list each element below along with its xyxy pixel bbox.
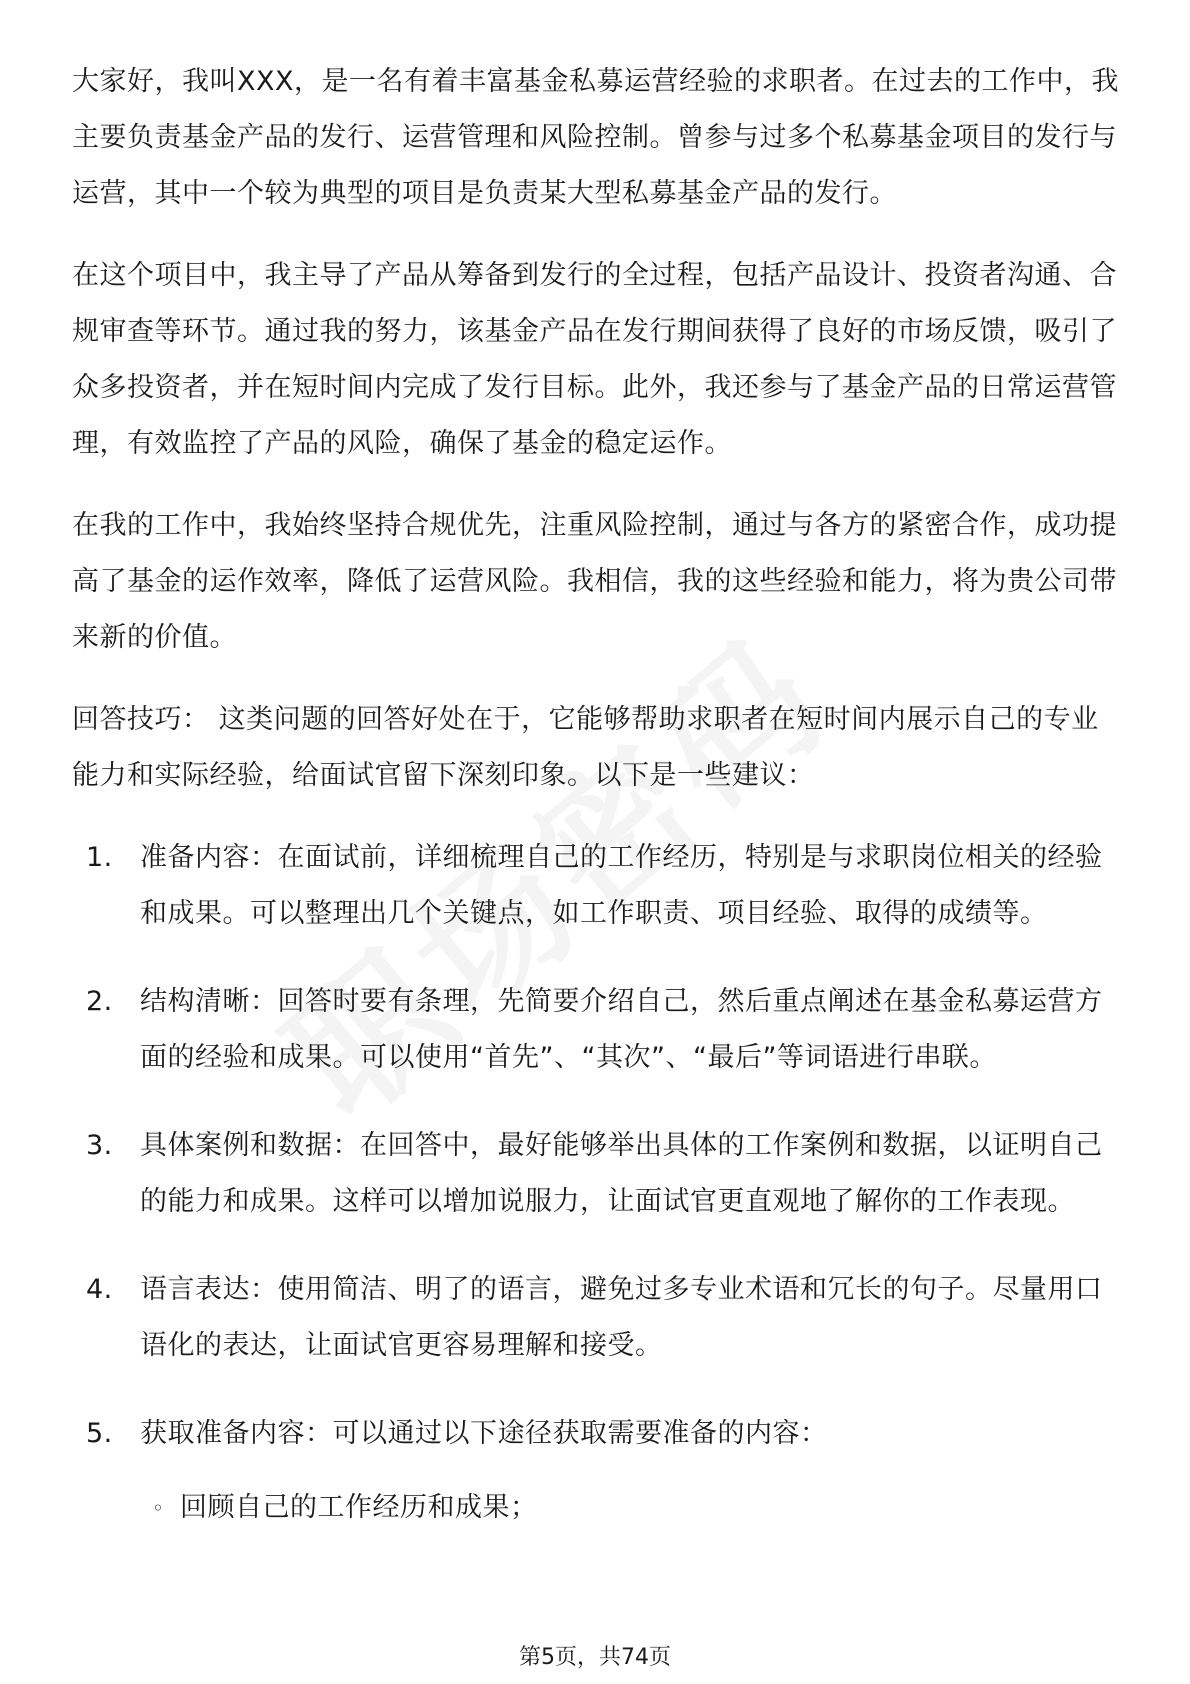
paragraph-intro: 大家好，我叫XXX，是一名有着丰富基金私募运营经验的求职者。在过去的工作中，我主要负责基金产品的发行、运营管理和风险控制。曾参与过多个私募基金项目的发行与运营，其中一个较为典型的项目是负责某大型私募基金产品的发行。 xyxy=(72,66,1119,209)
list-text: 获取准备内容：可以通过以下途径获取需要准备的内容： xyxy=(140,1418,828,1449)
list-text: 结构清晰：回答时要有条理，先简要介绍自己，然后重点阐述在基金私募运营方面的经验和成果。可以使用“首先”、“其次”、“最后”等词语进行串联。 xyxy=(140,986,1103,1073)
list-item xyxy=(72,1262,1122,1374)
list-text: 具体案例和数据：在回答中，最好能够举出具体的工作案例和数据，以证明自己的能力和成果。这样可以增加说服力，让面试官更直观地了解你的工作表现。 xyxy=(140,1130,1103,1217)
list-item xyxy=(72,1406,1122,1462)
sub-list-text: 回顾自己的工作经历和成果； xyxy=(180,1492,538,1523)
tips-list xyxy=(72,830,1122,1462)
list-text: 语言表达：使用简洁、明了的语言，避免过多专业术语和冗长的句子。尽量用口语化的表达，让面试官更容易理解和接受。 xyxy=(140,1274,1103,1361)
sub-list xyxy=(72,1480,1122,1536)
sub-list-item xyxy=(152,1480,1122,1536)
list-item xyxy=(72,830,1122,942)
circle-bullet-icon: ◦ xyxy=(152,1496,165,1520)
paragraph-project: 在这个项目中，我主导了产品从筹备到发行的全过程，包括产品设计、投资者沟通、合规审查等环节。通过我的努力，该基金产品在发行期间获得了良好的市场反馈，吸引了众多投资者，并在短时间内完成了发行目标。此外，我还参与了基金产品的日常运营管理，有效监控了产品的风险，确保了基金的稳定运作。 xyxy=(72,260,1117,459)
paragraph-tips: 回答技巧： 这类问题的回答好处在于，它能够帮助求职者在短时间内展示自己的专业能力和实际经验，给面试官留下深刻印象。以下是一些建议： xyxy=(72,704,1099,791)
list-text: 准备内容：在面试前，详细梳理自己的工作经历，特别是与求职岗位相关的经验和成果。可以整理出几个关键点，如工作职责、项目经验、取得的成绩等。 xyxy=(140,842,1103,929)
page-number-footer: 第5页，共74页 xyxy=(519,1645,671,1670)
paragraph-work: 在我的工作中，我始终坚持合规优先，注重风险控制，通过与各方的紧密合作，成功提高了基金的运作效率，降低了运营风险。我相信，我的这些经验和能力，将为贵公司带来新的价值。 xyxy=(72,510,1117,653)
list-number: 1. xyxy=(86,842,113,873)
list-number: 4. xyxy=(86,1274,113,1305)
document-page xyxy=(72,54,1122,1536)
list-item xyxy=(72,1118,1122,1230)
list-number: 2. xyxy=(86,986,113,1017)
list-item xyxy=(72,974,1122,1086)
list-number: 5. xyxy=(86,1418,113,1449)
list-number: 3. xyxy=(86,1130,113,1161)
